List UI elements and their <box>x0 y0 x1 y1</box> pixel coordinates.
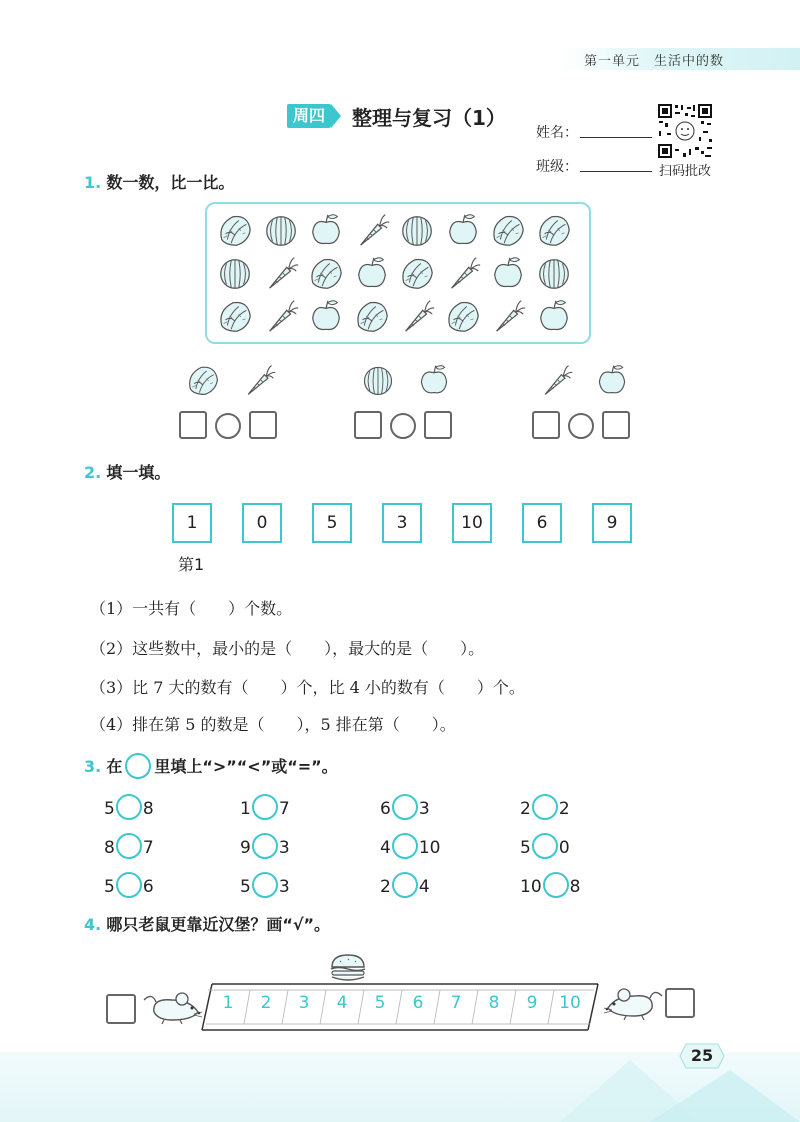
answer-circle[interactable] <box>252 833 278 859</box>
compare-item <box>380 796 430 822</box>
sub-question-2: （2）这些数中，最小的是（ ），最大的是（ ）。 <box>90 639 485 658</box>
compare-circle[interactable] <box>390 413 416 439</box>
count-box[interactable] <box>424 411 452 439</box>
apple-icon <box>489 254 527 292</box>
right-number: 10 <box>418 838 441 858</box>
number-card: 0 <box>242 503 282 543</box>
page-number: 25 <box>690 1046 714 1065</box>
sub-question-1: （1）一共有（ ）个数。 <box>90 599 293 618</box>
compare-item <box>104 796 154 822</box>
track-number: 7 <box>450 993 462 1013</box>
q3-post: 里填上“>”“<”或“=”。 <box>154 757 338 776</box>
track-number: 5 <box>374 993 386 1013</box>
number-card: 3 <box>382 503 422 543</box>
right-number: 0 <box>558 838 570 858</box>
watermelon-icon <box>398 211 436 249</box>
compare-item <box>104 874 154 900</box>
right-mouse-icon <box>600 986 664 1022</box>
watermelon-icon <box>360 362 396 398</box>
number-card: 5 <box>312 503 352 543</box>
track-number: 6 <box>412 993 424 1013</box>
left-number: 5 <box>104 799 115 819</box>
answer-circle[interactable] <box>532 833 558 859</box>
q2-number: 2. <box>84 463 102 482</box>
left-number: 5 <box>240 877 251 897</box>
compare-circle[interactable] <box>568 413 594 439</box>
cabbage-icon <box>489 211 527 249</box>
cabbage-icon <box>185 362 221 398</box>
right-number: 3 <box>278 877 290 897</box>
carrot-icon <box>489 297 527 335</box>
unit-label: 第一单元 <box>584 54 641 69</box>
answer-circle[interactable] <box>116 794 142 820</box>
first-label: 第1 <box>178 555 205 574</box>
cabbage-icon <box>353 297 391 335</box>
class-field[interactable] <box>580 170 652 172</box>
compare-circle[interactable] <box>215 413 241 439</box>
track-number: 3 <box>298 993 310 1013</box>
right-number: 6 <box>142 877 154 897</box>
count-box[interactable] <box>249 411 277 439</box>
qr-code-icon[interactable] <box>657 103 713 159</box>
qr-caption: 扫码批改 <box>659 164 712 179</box>
left-number: 2 <box>520 799 531 819</box>
right-number: 4 <box>418 877 430 897</box>
watermelon-icon <box>535 254 573 292</box>
q4-text: 哪只老鼠更靠近汉堡？画“√”。 <box>106 915 331 934</box>
compare-item <box>240 796 290 822</box>
right-number: 7 <box>142 838 154 858</box>
apple-icon <box>444 211 482 249</box>
q3-number: 3. <box>84 757 102 776</box>
number-card: 10 <box>452 503 492 543</box>
apple-icon <box>416 362 452 398</box>
left-number: 2 <box>380 877 391 897</box>
q2-text: 填一填。 <box>106 463 171 482</box>
cabbage-icon <box>535 211 573 249</box>
class-label: 班级： <box>536 159 578 175</box>
compare-item <box>520 874 580 900</box>
count-box[interactable] <box>602 411 630 439</box>
carrot-icon <box>444 254 482 292</box>
compare-item <box>240 874 290 900</box>
compare-item <box>380 874 430 900</box>
left-number: 5 <box>104 877 115 897</box>
track-number: 1 <box>222 993 234 1013</box>
compare-item <box>240 835 290 861</box>
number-card: 1 <box>172 503 212 543</box>
right-number: 3 <box>418 799 430 819</box>
cabbage-icon <box>398 254 436 292</box>
compare-item <box>104 835 154 861</box>
compare-item <box>520 796 570 822</box>
carrot-icon <box>398 297 436 335</box>
badge-arrow <box>331 104 341 128</box>
left-number: 10 <box>520 877 542 897</box>
cabbage-icon <box>216 297 254 335</box>
answer-circle[interactable] <box>252 872 278 898</box>
right-number: 3 <box>278 838 290 858</box>
day-badge: 周四 <box>287 104 331 128</box>
q1-number: 1. <box>84 173 102 192</box>
sub-question-4: （4）排在第 5 的数是（ ），5 排在第（ ）。 <box>90 715 456 734</box>
left-number: 1 <box>240 799 251 819</box>
q4-number: 4. <box>84 915 102 934</box>
track-number: 2 <box>260 993 272 1013</box>
number-card: 9 <box>592 503 632 543</box>
apple-icon <box>307 211 345 249</box>
name-label: 姓名： <box>536 125 578 141</box>
apple-icon <box>353 254 391 292</box>
answer-circle[interactable] <box>392 872 418 898</box>
name-field[interactable] <box>580 136 652 138</box>
apple-icon <box>535 297 573 335</box>
apple-icon <box>307 297 345 335</box>
compare-item <box>380 835 440 861</box>
number-card: 6 <box>522 503 562 543</box>
left-mouse-answer-box[interactable] <box>106 994 136 1024</box>
answer-circle[interactable] <box>116 833 142 859</box>
right-mouse-answer-box[interactable] <box>665 988 695 1018</box>
answer-circle[interactable] <box>392 833 418 859</box>
header-text <box>584 50 724 69</box>
track-number: 4 <box>336 993 348 1013</box>
answer-circle[interactable] <box>532 794 558 820</box>
carrot-icon <box>353 211 391 249</box>
carrot-icon <box>538 362 574 398</box>
right-number: 7 <box>278 799 290 819</box>
q4-heading <box>84 912 330 935</box>
answer-circle[interactable] <box>252 794 278 820</box>
cabbage-icon <box>307 254 345 292</box>
page-title: 整理与复习（1） <box>352 106 506 130</box>
answer-circle[interactable] <box>543 872 569 898</box>
q1-text: 数一数，比一比。 <box>106 173 235 192</box>
apple-icon <box>594 362 630 398</box>
count-box[interactable] <box>532 411 560 439</box>
topic-label: 生活中的数 <box>654 54 725 69</box>
right-number: 8 <box>142 799 154 819</box>
q3-pre: 在 <box>106 757 123 776</box>
track-number: 9 <box>526 993 538 1013</box>
count-box[interactable] <box>179 411 207 439</box>
sample-circle <box>125 753 151 779</box>
left-number: 6 <box>380 799 391 819</box>
watermelon-icon <box>216 254 254 292</box>
q2-heading <box>84 460 170 483</box>
count-box[interactable] <box>354 411 382 439</box>
left-number: 9 <box>240 838 251 858</box>
q1-heading <box>84 170 234 193</box>
carrot-icon <box>262 297 300 335</box>
right-number: 2 <box>558 799 570 819</box>
cabbage-icon <box>444 297 482 335</box>
q3-heading <box>84 754 338 781</box>
track-number: 10 <box>559 993 581 1013</box>
left-number: 8 <box>104 838 115 858</box>
right-number: 8 <box>569 877 581 897</box>
left-mouse-icon <box>142 990 206 1026</box>
carrot-icon <box>241 362 277 398</box>
answer-circle[interactable] <box>116 872 142 898</box>
left-number: 5 <box>520 838 531 858</box>
carrot-icon <box>262 254 300 292</box>
watermelon-icon <box>262 211 300 249</box>
left-number: 4 <box>380 838 391 858</box>
compare-item <box>520 835 570 861</box>
sub-question-3: （3）比 7 大的数有（ ）个，比 4 小的数有（ ）个。 <box>90 678 525 697</box>
track-number: 8 <box>488 993 500 1013</box>
answer-circle[interactable] <box>392 794 418 820</box>
cabbage-icon <box>216 211 254 249</box>
